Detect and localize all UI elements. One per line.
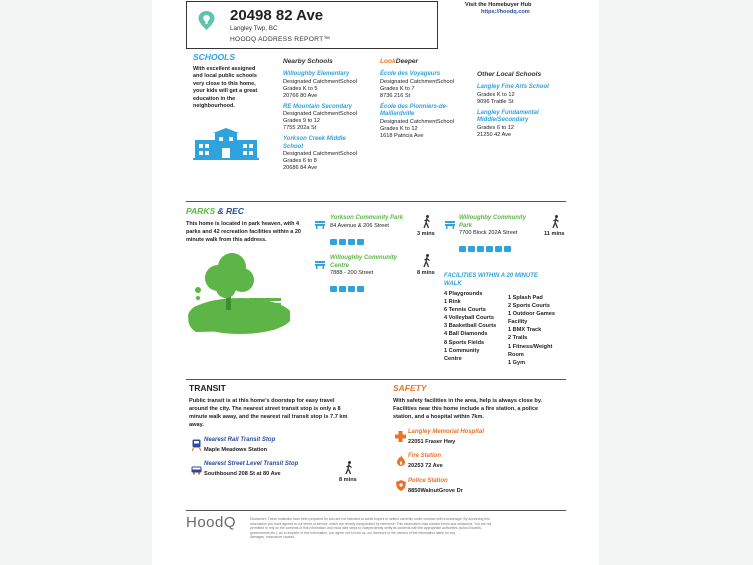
park-address: 7700 Block 202A Street (459, 230, 518, 236)
amenity-icon (459, 246, 466, 252)
hospital-name: Langley Memorial Hospital (408, 429, 485, 435)
school-detail: 9096 Trattle St (477, 98, 514, 105)
nearby-schools-title: Nearby Schools (283, 58, 333, 65)
disclaimer-line: damages, howsoever caused. (250, 535, 296, 540)
hoodq-logo: HoodQ (186, 514, 237, 531)
police-station-name: Police Station (408, 478, 448, 484)
park-walk-time: 8 mins (417, 270, 435, 276)
intro-line: around the city. The nearest street transit stop is only a 8 (189, 406, 341, 412)
school-detail: Grades K to 12 (380, 125, 418, 132)
school-name: Maillardville (380, 111, 415, 117)
train-icon (192, 438, 201, 456)
street-stop-name: Southbound 208 St at 80 Ave (204, 471, 281, 477)
other-schools-title: Other Local Schools (477, 71, 542, 78)
location-pin-icon (197, 10, 216, 31)
school-item (380, 104, 472, 140)
facility-item: 4 Playgrounds (444, 291, 483, 297)
facilities-title-line: WALK (444, 280, 462, 287)
schools-intro (193, 66, 257, 110)
facility-item: 2 Sports Courts (508, 303, 550, 310)
park-name: Park (459, 222, 473, 229)
facility-item: 6 Tennis Courts (444, 307, 486, 314)
school-item (477, 84, 569, 106)
facilities-right (508, 294, 555, 367)
park-item (330, 255, 418, 297)
school-item (283, 104, 375, 133)
park-name: Yorkson Community Park (330, 215, 404, 221)
amenity-icon (486, 246, 493, 252)
facility-item: Centre (444, 355, 462, 362)
nearby-schools-list (283, 71, 375, 176)
intro-line: your kids will get a great (193, 88, 258, 95)
facility-item: 1 Community (444, 347, 480, 354)
school-name: RE Mountain Secondary (283, 103, 353, 110)
amenity-icon (504, 246, 511, 252)
police-badge-icon (396, 478, 406, 496)
facility-item: 3 Basketball Courts (444, 323, 497, 330)
facility-item: 8 Sports Fields (444, 339, 485, 346)
parks-title-a: PARKS (186, 206, 216, 216)
disclaimer-line: Disclaimer: These materials have been prepared for and are not intended to solicit buyers or sellers currently under contract with a brokerage. By accessing this (250, 517, 490, 521)
transit-title: TRANSIT (189, 383, 226, 393)
school-detail: Grades 6 to 8 (283, 158, 317, 164)
park-name: Centre (330, 262, 350, 269)
amenity-icon (339, 286, 346, 292)
school-building-icon (193, 128, 259, 160)
school-detail: Grades K to 12 (477, 91, 515, 98)
intro-line: With safety facilities in the area, help is always close by. (393, 398, 543, 404)
intro-line: Public transit is at this home's doorstep for easy travel (189, 398, 335, 404)
safety-title: SAFETY (393, 383, 427, 393)
hospital-cross-icon (395, 429, 406, 447)
park-walk-time: 11 mins (544, 231, 565, 237)
address-city: Langley Twp, BC (230, 25, 278, 32)
intro-line: minute walk away, and the nearest rail transit stop is 7.7 km (189, 414, 348, 420)
facility-item: 1 BMX Track (508, 327, 542, 334)
amenity-icon (357, 239, 364, 245)
amenity-icon (468, 246, 475, 252)
facilities-title (444, 273, 538, 288)
amenity-icon (357, 286, 364, 292)
park-amenity-icons (459, 239, 547, 257)
report-page (152, 0, 599, 565)
school-detail: Designated CatchmentSchool (283, 111, 358, 117)
school-name: École des Pionniers-de- (380, 103, 449, 110)
park-bench-icon (315, 216, 325, 234)
school-detail: Grades K to 5 (283, 85, 318, 92)
parks-title (186, 206, 244, 216)
disclaimer-line: governments etc.). As a recipient of this information, you agree not to hold us, our licensors or the owners of the information liable for any (250, 530, 456, 535)
park-bench-icon (445, 216, 455, 234)
street-walk-time: 8 mins (339, 477, 357, 483)
other-schools-list (477, 84, 569, 143)
divider (186, 201, 566, 202)
transit-intro (189, 397, 347, 429)
park-address: 84 Avenue & 206 Street (330, 222, 389, 229)
school-item (283, 136, 375, 172)
parks-title-b: & REC (217, 206, 244, 216)
look-deeper-title (380, 58, 418, 65)
disclaimer-line: information you have agreed to our terms of service, which are hereby incorporated by reference. This information may contain errors and omissions. You are not (250, 521, 492, 526)
park-tree-illustration (186, 250, 290, 336)
rail-stop-name: Maple Meadows Station (204, 447, 268, 453)
disclaimer-line: permitted to rely on the contents of this information and must take steps to independently verify its contents with the appropriate authorities (school boards, (250, 526, 482, 531)
school-detail: Designated CatchmentSchool (380, 78, 455, 85)
school-detail: Designated CatchmentSchool (283, 78, 358, 85)
facility-item: 1 Splash Pad (508, 295, 543, 301)
facility-item: 4 Ball Diamonds (444, 331, 488, 338)
intro-line: and local public schools (193, 73, 257, 80)
school-name: Yorkson Creek Middle (283, 136, 346, 142)
school-detail: 7755 202a St (283, 125, 317, 131)
look-deeper-list (380, 71, 472, 144)
school-detail: 8736 216 St (380, 92, 411, 99)
facility-item: 4 Volleyball Courts (444, 315, 494, 322)
facility-item: 1 Outdoor Games (508, 311, 555, 318)
park-amenity-icons (330, 279, 418, 297)
intro-line: away. (189, 422, 204, 428)
amenity-icon (348, 286, 355, 292)
fire-icon (397, 453, 405, 471)
look-suffix: Deeper (395, 58, 419, 65)
intro-line: station, and a hospital within 7km. (393, 414, 485, 420)
school-item (380, 71, 472, 100)
amenity-icon (330, 286, 337, 292)
school-name: Willoughby Elementary (283, 71, 350, 77)
park-name: Willoughby Community (330, 255, 397, 261)
divider (186, 510, 566, 511)
fire-station-name: Fire Station (408, 453, 442, 459)
school-detail: Grades 9 to 12 (283, 118, 321, 124)
bus-icon (191, 462, 202, 480)
visit-url[interactable]: https://hoodq.com (481, 9, 530, 15)
amenity-icon (477, 246, 484, 252)
school-detail: Grades K to 7 (380, 85, 415, 92)
intro-line: parks and 42 recreation facilities within a 20 (186, 229, 301, 235)
school-name: School (283, 143, 304, 150)
amenity-icon (339, 239, 346, 245)
report-label: HOODQ ADDRESS REPORT™ (230, 36, 331, 43)
police-station-address: 8850WalnutGrove Dr (408, 488, 463, 494)
amenity-icon (495, 246, 502, 252)
school-detail: 21250 42 Ave (477, 131, 512, 138)
amenity-icon (348, 239, 355, 245)
school-name: École des Voyageurs (380, 71, 441, 77)
park-bench-icon (315, 256, 325, 274)
school-detail: 20766 80 Ave (283, 92, 318, 99)
school-detail: Grades 6 to 12 (477, 124, 515, 131)
park-item (459, 215, 547, 257)
facility-item: Facility (508, 319, 528, 326)
facility-item: Room (508, 351, 524, 358)
intro-line: Facilities near this home include a fire station, a police (393, 406, 539, 412)
schools-title: SCHOOLS (193, 52, 236, 62)
school-detail: 1618 Patricia Ave (380, 132, 424, 139)
school-name: Middle/Secondary (477, 117, 529, 123)
park-name: Willoughby Community (459, 215, 526, 221)
school-item (283, 71, 375, 100)
school-name: Langley Fine Arts School (477, 84, 549, 90)
address-title: 20498 82 Ave (230, 7, 324, 24)
park-address: 7888 - 200 Street (330, 270, 374, 276)
facility-item: 1 Gym (508, 359, 526, 366)
rail-stop-title: Nearest Rail Transit Stop (204, 437, 276, 443)
parks-intro (186, 220, 301, 244)
intro-line: very close to this home, (193, 80, 256, 87)
park-walk-time: 3 mins (417, 231, 435, 237)
school-detail: Designated CatchmentSchool (380, 118, 455, 125)
safety-intro (393, 397, 542, 421)
intro-line: minute walk from this address. (186, 237, 267, 243)
disclaimer (250, 517, 572, 540)
amenity-icon (330, 239, 337, 245)
intro-line: With excellent assigned (193, 66, 256, 72)
facilities-title-line: FACILITIES WITHIN A 20 MINUTE (444, 273, 538, 279)
school-name: Langley Fundamental (477, 109, 539, 116)
facility-item: 2 Trails (508, 335, 528, 342)
intro-line: neighbourhood. (193, 103, 235, 110)
facility-item: 1 Fitness/Weight (508, 343, 553, 350)
hospital-address: 22051 Fraser Hwy (408, 439, 456, 445)
intro-line: This home is located in park heaven, with 4 (186, 221, 300, 227)
fire-station-address: 20253 72 Ave (408, 463, 443, 469)
address-box (186, 1, 438, 49)
school-detail: Designated CatchmentSchool (283, 151, 358, 157)
street-stop-title: Nearest Street Level Transit Stop (204, 461, 299, 467)
intro-line: education in the (193, 95, 236, 102)
facilities-left (444, 290, 496, 363)
school-item (477, 110, 569, 139)
school-detail: 20686 84 Ave (283, 165, 318, 171)
look-prefix: Look (380, 58, 396, 65)
visit-label: Visit the Homebuyer Hub (465, 2, 532, 8)
divider (186, 379, 566, 380)
facility-item: 1 Rink (444, 299, 461, 306)
